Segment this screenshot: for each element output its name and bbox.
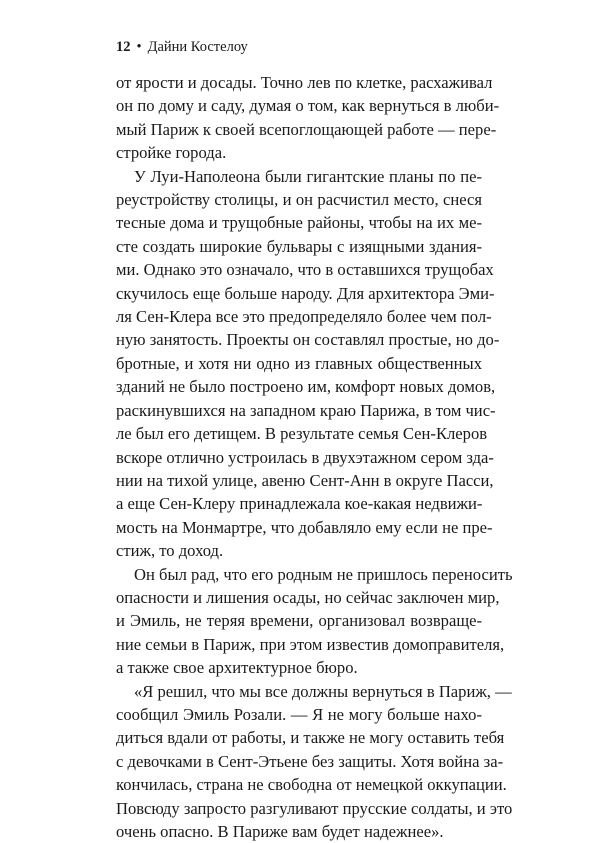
text-line: диться вдали от работы, и также не могу оставить тебя bbox=[116, 728, 505, 748]
text-line: он по дому и саду, думая о том, как вернуться в люби- bbox=[116, 96, 500, 116]
text-line: вскоре отлично устроилась в двухэтажном сером зда- bbox=[116, 447, 494, 467]
text-line: мый Париж к своей всепоглощающей работе — пере- bbox=[116, 119, 497, 139]
paragraph-3 bbox=[116, 563, 513, 680]
header-separator: • bbox=[136, 39, 142, 55]
paragraph-4 bbox=[116, 680, 513, 843]
text-line: кончилась, страна не свободна от немецкой оккупации. bbox=[116, 775, 507, 795]
text-line: нии на тихой улице, авеню Сент-Анн в округе Пасси, bbox=[116, 470, 494, 490]
text-line: мость на Монмартре, что добавляло ему если не пре- bbox=[116, 517, 493, 537]
body-text bbox=[116, 71, 513, 843]
text-line: бротные, и хотя ни одно из главных общественных bbox=[116, 353, 482, 373]
book-page bbox=[116, 36, 513, 843]
text-line: У Луи-Наполеона были гигантские планы по пе- bbox=[134, 166, 482, 186]
text-line: реустройству столицы, и он расчистил место, снеся bbox=[116, 190, 482, 210]
text-line: ля Сен-Клера все это предопределяло более чем пол- bbox=[116, 307, 492, 327]
text-line: сте создать широкие бульвары с изящными здания- bbox=[116, 236, 482, 256]
text-line: Повсюду запросто разгуливают прусские солдаты, и это bbox=[116, 798, 513, 818]
text-line: и Эмиль, не теряя времени, организовал возвраще- bbox=[116, 611, 482, 631]
text-line: тесные дома и трущобные районы, чтобы на их ме- bbox=[116, 213, 482, 233]
text-line: очень опасно. В Париже вам будет надежнее». bbox=[116, 822, 444, 841]
text-line: Он был рад, что его родным не пришлось переносить bbox=[134, 564, 513, 584]
text-line: ле был его детищем. В результате семья Сен-Клеров bbox=[116, 424, 488, 444]
page-number: 12 bbox=[116, 39, 131, 55]
text-line: стиж, то доход. bbox=[116, 541, 224, 561]
text-line: ми. Однако это означало, что в оставшихся трущобах bbox=[116, 260, 494, 280]
text-line: зданий не было построено им, комфорт новых домов, bbox=[116, 377, 496, 397]
text-line: а еще Сен-Клеру принадлежала кое-какая недвижи- bbox=[116, 494, 483, 514]
running-header bbox=[116, 36, 482, 58]
text-line: «Я решил, что мы все должны вернуться в Париж, — bbox=[134, 681, 512, 701]
text-line: от ярости и досады. Точно лев по клетке, расхаживал bbox=[116, 73, 493, 92]
paragraph-2 bbox=[116, 165, 500, 563]
header-author: Дайни Костелоу bbox=[147, 39, 248, 55]
text-line: опасности и лишения осады, но сейчас заключен мир, bbox=[116, 587, 500, 607]
text-line: сообщил Эмиль Розали. — Я не могу больше нахо- bbox=[116, 704, 482, 724]
text-line: ние семьи в Париж, при этом известив домоправителя, bbox=[116, 634, 505, 654]
text-line: с девочками в Сент-Этьене без защиты. Хотя война за- bbox=[116, 751, 504, 771]
text-line: стройке города. bbox=[116, 143, 227, 163]
paragraph-1 bbox=[116, 71, 500, 165]
text-line: раскинувшихся на западном краю Парижа, в том чис- bbox=[116, 400, 496, 420]
text-line: скучилось еще больше народу. Для архитектора Эми- bbox=[116, 283, 495, 303]
text-line: ную занятость. Проекты он составлял простые, но до- bbox=[116, 330, 500, 350]
text-line: а также свое архитектурное бюро. bbox=[116, 658, 358, 678]
